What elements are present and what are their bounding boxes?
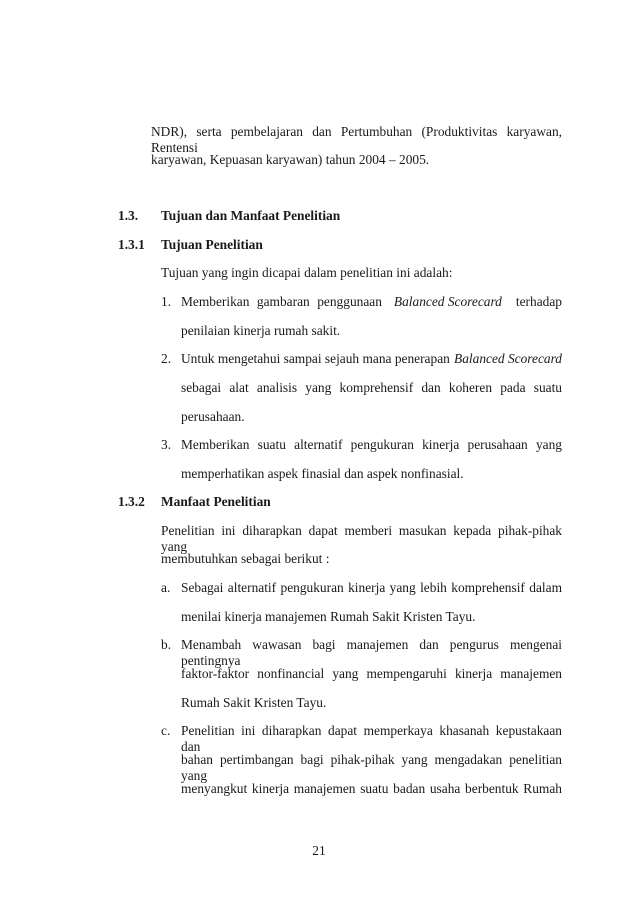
list-item-marker: 2. <box>161 351 172 366</box>
intro-line-2: karyawan, Kepuasan karyawan) tahun 2004 – 2005. <box>151 152 430 167</box>
list-item-text: terhadap <box>515 294 562 309</box>
list-item-marker: a. <box>161 580 171 595</box>
list-item-continuation: penilaian kinerja rumah sakit. <box>181 323 341 338</box>
section-title: Tujuan dan Manfaat Penelitian <box>161 208 341 223</box>
subsection-2-intro-line-2: membutuhkan sebagai berikut : <box>161 551 330 566</box>
list-item-text: Memberikan suatu alternatif pengukuran kinerja perusahaan yang <box>181 437 562 452</box>
subsection-1-intro: Tujuan yang ingin dicapai dalam penelitian ini adalah: <box>161 265 453 280</box>
list-item-italic-term: Balanced Scorecard <box>454 351 562 366</box>
list-item-text: Memberikan gambaran penggunaan <box>181 294 382 309</box>
list-item-continuation: memperhatikan aspek finasial dan aspek nonfinasial. <box>181 466 464 481</box>
list-item-marker: b. <box>161 637 172 652</box>
list-item-continuation: Rumah Sakit Kristen Tayu. <box>181 695 327 710</box>
page-number: 21 <box>312 843 326 858</box>
list-item-continuation: menyangkut kinerja manajemen suatu badan usaha berbentuk Rumah <box>181 781 562 796</box>
subsection-2-title: Manfaat Penelitian <box>161 494 271 509</box>
section-number: 1.3. <box>118 208 139 223</box>
list-item-italic-term: Balanced Scorecard <box>393 294 502 309</box>
list-item-text: Menambah wawasan bagi manajemen dan pengurus mengenai pentingnya <box>181 637 562 668</box>
list-item <box>181 294 562 310</box>
list-item-continuation: menilai kinerja manajemen Rumah Sakit Kristen Tayu. <box>181 609 476 624</box>
subsection-2-intro-line-1: Penelitian ini diharapkan dapat memberi masukan kepada pihak-pihak yang <box>161 523 562 554</box>
list-item-continuation: sebagai alat analisis yang komprehensif dan koheren pada suatu <box>181 380 562 395</box>
intro-line-1: NDR), serta pembelajaran dan Pertumbuhan (Produktivitas karyawan, Rentensi <box>151 124 562 155</box>
list-item-continuation: faktor-faktor nonfinancial yang mempengaruhi kinerja manajemen <box>181 666 562 681</box>
list-item-text: Untuk mengetahui sampai sejauh mana penerapan <box>181 351 450 366</box>
subsection-1-number: 1.3.1 <box>118 237 145 252</box>
subsection-2-number: 1.3.2 <box>118 494 145 509</box>
list-item-marker: 1. <box>161 294 172 309</box>
list-item <box>181 351 562 367</box>
subsection-1-title: Tujuan Penelitian <box>161 237 263 252</box>
list-item-marker: c. <box>161 723 171 738</box>
list-item-text: Sebagai alternatif pengukuran kinerja yang lebih komprehensif dalam <box>181 580 562 595</box>
list-item-continuation: perusahaan. <box>181 409 245 424</box>
list-item-text: Penelitian ini diharapkan dapat memperkaya khasanah kepustakaan dan <box>181 723 562 754</box>
list-item-continuation: bahan pertimbangan bagi pihak-pihak yang mengadakan penelitian yang <box>181 752 562 783</box>
list-item-marker: 3. <box>161 437 172 452</box>
